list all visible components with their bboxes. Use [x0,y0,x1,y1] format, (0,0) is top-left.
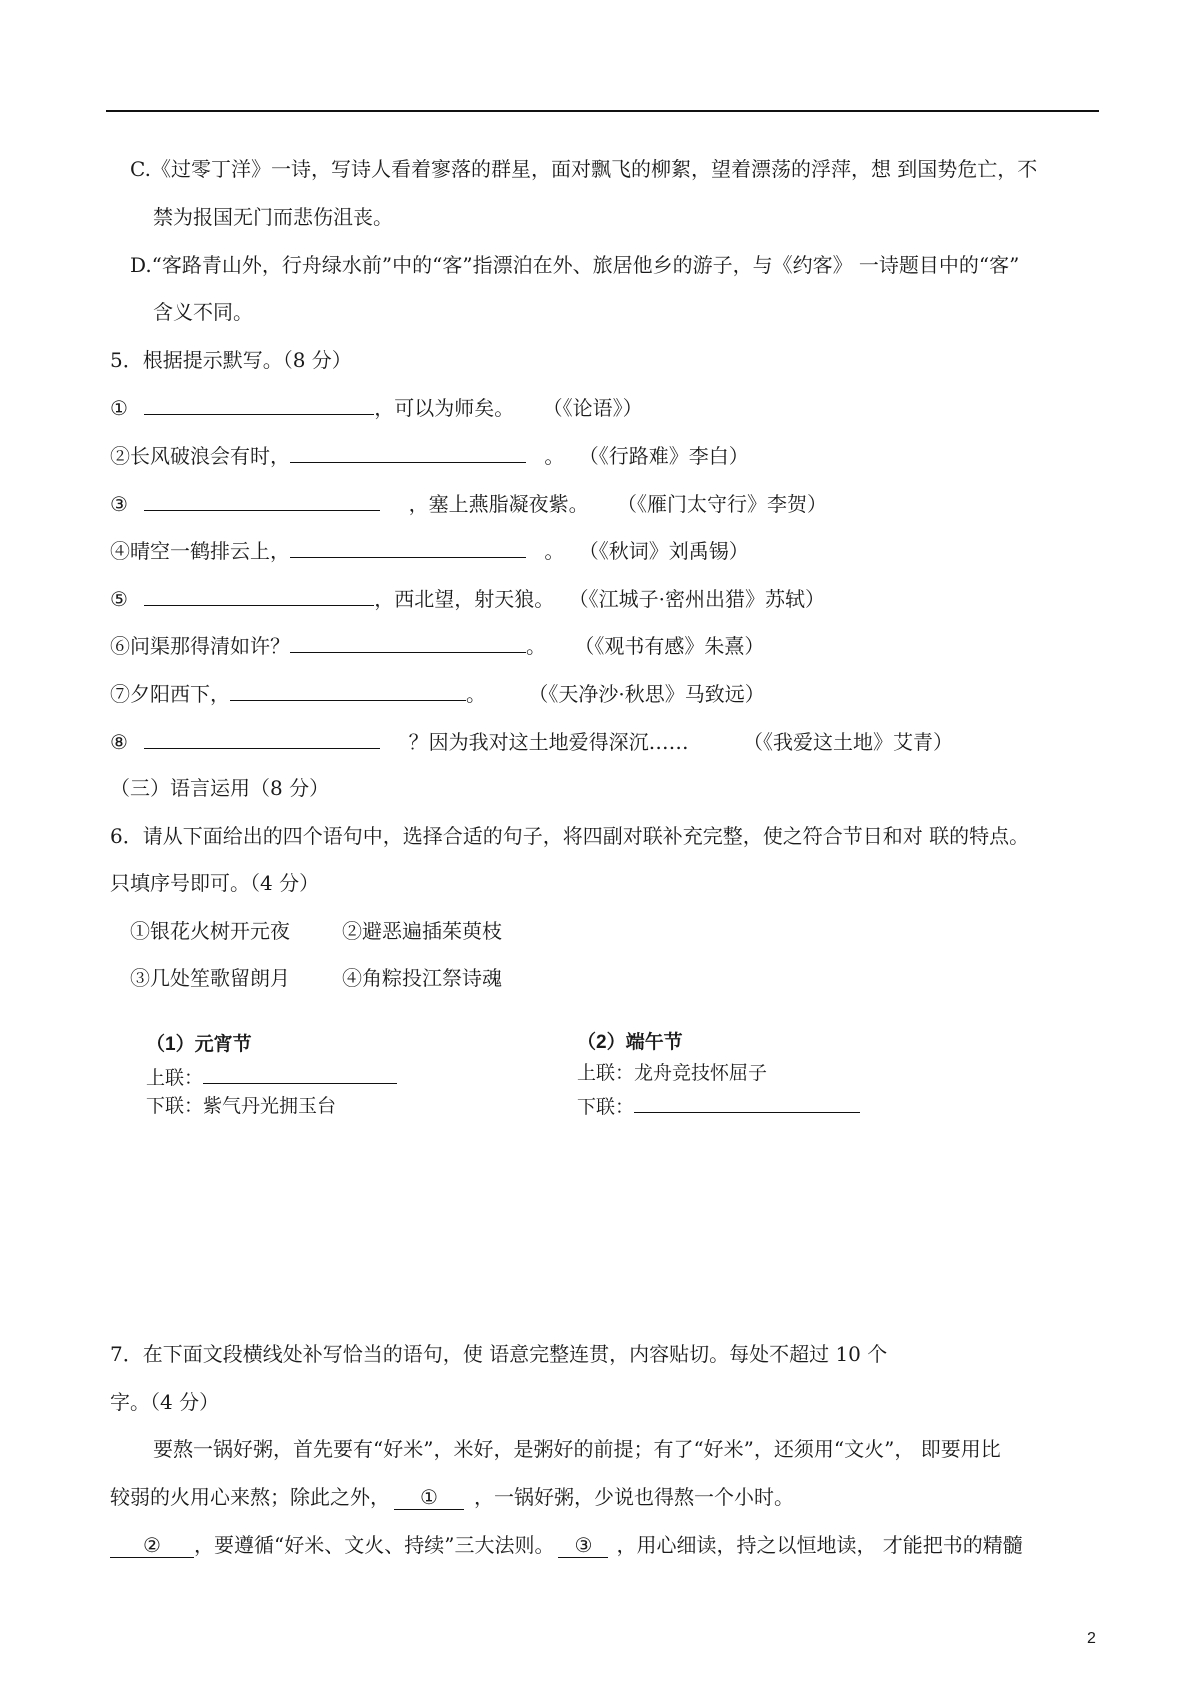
q5-item-5 [110,583,825,614]
upper-label: 上联： [146,1068,204,1089]
q6-option-4: ④角粽投江祭诗魂 [342,966,502,990]
q6-option-1: ①银花火树开元夜 [130,919,290,943]
answer-blank[interactable] [144,488,380,511]
para-text: ，一锅好粥，少说也得熬一个小时。 [474,1485,794,1509]
item-text: ，可以为师矣。 [374,396,515,420]
item-text: 。 [544,539,565,563]
item-source: （《我爱这土地》艾青） [743,730,954,754]
couplet-yuanxiao-upper [146,1061,397,1094]
option-c-line2: 禁为报国无门而悲伤沮丧。 [153,205,393,229]
q6-line1: 6．请从下面给出的四个语句中，选择合适的句子，将四副对联补充完整，使之符合节日和对 联的特点。 [110,824,1030,848]
item-source: （《观书有感》朱熹） [574,634,765,658]
item-text: 夕阳西下， [130,682,230,706]
q6-option-3: ③几处笙歌留朗月 [130,966,290,990]
q6-option-2: ②避恶遍插茱萸枝 [342,919,502,943]
q5-item-2 [110,440,749,471]
answer-blank[interactable] [634,1090,860,1113]
q5-item-6 [110,630,764,661]
answer-blank[interactable] [290,535,526,558]
item-source: （《行路难》李白） [578,444,749,468]
answer-blank-3[interactable]: ③ [558,1533,608,1558]
section-heading: （三）语言运用（8 分） [110,776,330,800]
answer-blank[interactable] [230,678,466,701]
q7-line1: 7．在下面文段横线处补写恰当的语句，使 语意完整连贯，内容贴切。每处不超过 10 个 [110,1342,888,1366]
answer-blank[interactable] [203,1061,397,1084]
q5-item-3 [110,488,827,519]
para-text: ，用心细读，持之以恒地读， 才能把书的精髓 [616,1533,1023,1557]
item-number: ⑥ [110,634,130,658]
option-d-line1: D.“客路青山外，行舟绿水前”中的“客”指漂泊在外、旅居他乡的游子，与《约客》 一诗题目中的“客” [130,253,1020,277]
item-number: ② [110,444,130,468]
couplet-duanwu-title: （2）端午节 [577,1032,683,1053]
answer-blank[interactable] [144,392,374,415]
item-number: ⑤ [110,587,128,611]
item-text: ？因为我对这土地爱得深沉…… [408,730,689,754]
answer-blank[interactable] [144,583,374,606]
q7-para-line2 [110,1482,794,1512]
item-text: 长风破浪会有时， [130,444,290,468]
q7-line2: 字。（4 分） [110,1390,220,1414]
item-source: （《天净沙·秋思》马致远） [528,682,765,706]
item-number: ① [110,396,128,420]
para-text: ，要遵循“好米、文火、持续”三大法则。 [194,1533,555,1557]
option-d-line2: 含义不同。 [153,300,253,324]
q6-line2: 只填序号即可。（4 分） [110,871,320,895]
q7-para-line3 [110,1530,1023,1560]
answer-blank-2[interactable]: ② [110,1533,194,1558]
item-text: 。 [526,634,546,658]
item-source: （《论语》） [542,396,643,420]
item-text: 晴空一鹤排云上， [130,539,290,563]
page-number: 2 [1087,1630,1096,1647]
couplet-duanwu-lower [577,1090,860,1123]
q5-item-7 [110,678,765,709]
couplet-duanwu-upper: 上联：龙舟竞技怀屈子 [577,1063,768,1084]
item-text: 。 [544,444,565,468]
answer-blank-1[interactable]: ① [394,1485,464,1510]
q5-item-8 [110,726,953,757]
answer-blank[interactable] [144,726,380,749]
couplet-yuanxiao-title: （1）元宵节 [146,1034,252,1055]
item-source: （《雁门太守行》李贺） [617,492,828,516]
item-number: ⑧ [110,730,128,754]
item-number: ③ [110,492,128,516]
q5-item-4 [110,535,749,566]
lower-label: 下联： [577,1097,635,1118]
item-number: ④ [110,539,130,563]
q5-title: 5．根据提示默写。（8 分） [110,348,352,372]
item-text: 问渠那得清如许？ [130,634,290,658]
answer-blank[interactable] [290,440,526,463]
item-number: ⑦ [110,682,130,706]
item-text: 。 [466,682,486,706]
q5-item-1 [110,392,643,423]
answer-blank[interactable] [290,630,526,653]
couplet-yuanxiao-lower: 下联：紫气丹光拥玉台 [146,1096,337,1117]
header-rule [106,110,1099,112]
option-c-line1: C.《过零丁洋》一诗，写诗人看着寥落的群星，面对飘飞的柳絮，望着漂荡的浮萍，想 到国势危亡，不 [130,157,1038,181]
item-text: ，西北望，射天狼。 [374,587,555,611]
item-source: （《江城子·密州出猎》苏轼） [568,587,826,611]
para-text: 较弱的火用心来熬；除此之外， [110,1485,390,1509]
q7-para-line1: 要熬一锅好粥，首先要有“好米”，米好，是粥好的前提；有了“好米”，还须用“文火”， 即要用比 [153,1437,1001,1461]
item-source: （《秋词》刘禹锡） [578,539,749,563]
item-text: ，塞上燕脂凝夜紫。 [408,492,589,516]
